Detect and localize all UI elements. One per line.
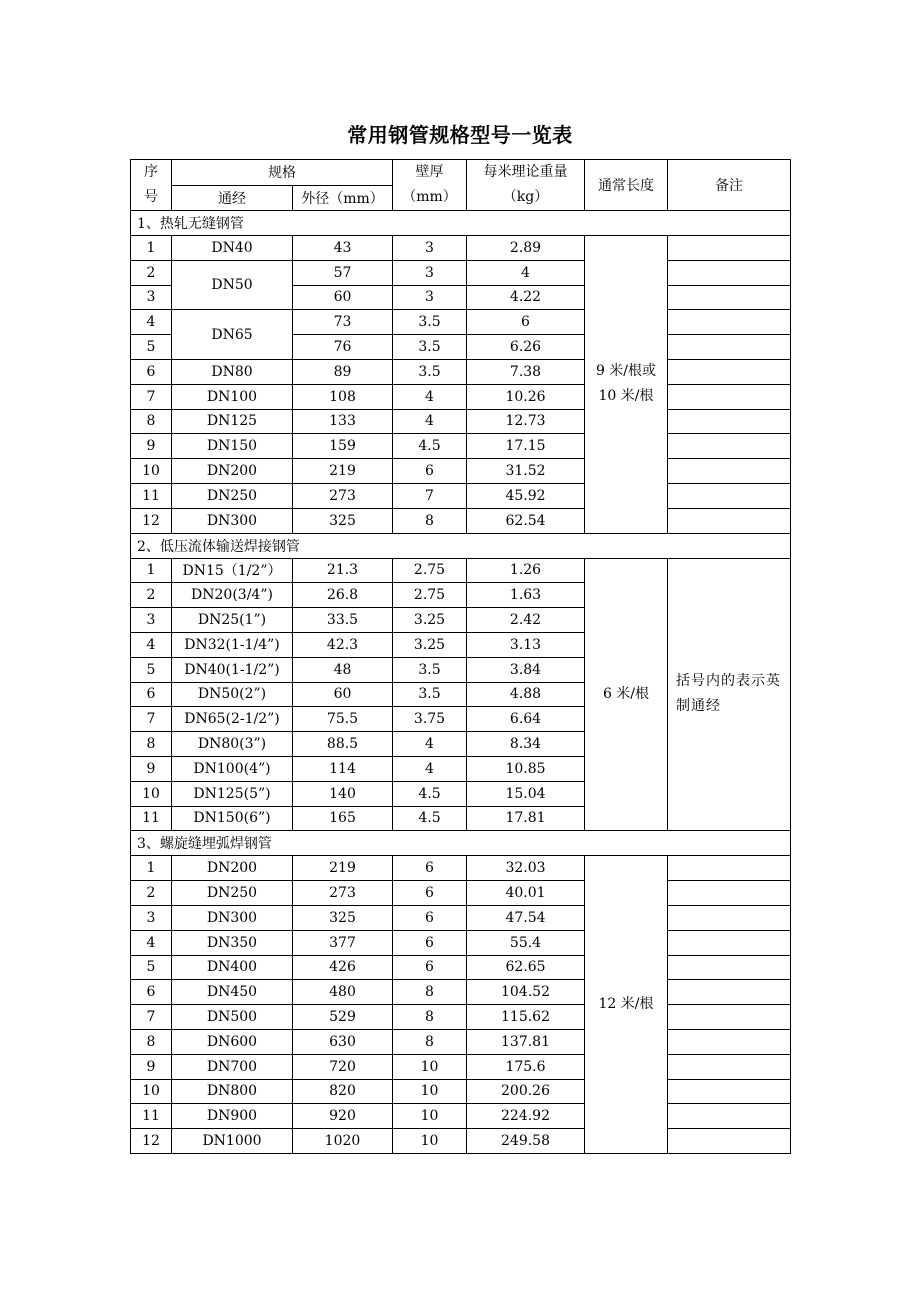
cell-note [668, 1005, 791, 1030]
cell-seq: 7 [131, 707, 172, 732]
cell-od: 920 [293, 1104, 393, 1129]
cell-weight: 15.04 [467, 781, 585, 806]
cell-seq: 9 [131, 756, 172, 781]
cell-weight: 17.81 [467, 806, 585, 831]
cell-note [668, 1079, 791, 1104]
cell-od: 26.8 [293, 583, 393, 608]
cell-wall: 8 [393, 1005, 467, 1030]
cell-od: 165 [293, 806, 393, 831]
table-row [131, 310, 791, 335]
cell-od: 820 [293, 1079, 393, 1104]
cell-dn: DN40 [172, 236, 293, 261]
cell-wall: 8 [393, 508, 467, 533]
cell-od: 76 [293, 335, 393, 360]
table-row [131, 459, 791, 484]
cell-dn: DN50 [172, 260, 293, 310]
cell-weight: 47.54 [467, 905, 585, 930]
cell-dn: DN20(3/4”) [172, 583, 293, 608]
cell-od: 57 [293, 260, 393, 285]
cell-note [668, 508, 791, 533]
table-row [131, 1104, 791, 1129]
cell-weight: 32.03 [467, 856, 585, 881]
cell-seq: 9 [131, 434, 172, 459]
cell-weight: 137.81 [467, 1029, 585, 1054]
cell-od: 60 [293, 285, 393, 310]
cell-od: 88.5 [293, 732, 393, 757]
cell-wall: 6 [393, 881, 467, 906]
table-row [131, 1079, 791, 1104]
cell-wall: 2.75 [393, 583, 467, 608]
cell-weight: 12.73 [467, 409, 585, 434]
cell-note: 括号内的表示英制通经 [668, 558, 791, 831]
cell-dn: DN450 [172, 980, 293, 1005]
cell-note [668, 459, 791, 484]
cell-dn: DN250 [172, 483, 293, 508]
cell-od: 219 [293, 459, 393, 484]
table-row [131, 980, 791, 1005]
cell-od: 377 [293, 930, 393, 955]
cell-od: 43 [293, 236, 393, 261]
cell-seq: 8 [131, 409, 172, 434]
cell-note [668, 384, 791, 409]
cell-weight: 2.42 [467, 608, 585, 633]
cell-wall: 6 [393, 856, 467, 881]
cell-wall: 4 [393, 732, 467, 757]
length-line: 6 米/根 [602, 685, 650, 702]
table-row [131, 881, 791, 906]
cell-seq: 12 [131, 1129, 172, 1154]
cell-dn: DN32(1-1/4”) [172, 632, 293, 657]
cell-dn: DN150(6”) [172, 806, 293, 831]
cell-wall: 8 [393, 1029, 467, 1054]
cell-wall: 6 [393, 905, 467, 930]
table-row [131, 1029, 791, 1054]
cell-wall: 2.75 [393, 558, 467, 583]
cell-weight: 3.84 [467, 657, 585, 682]
cell-note [668, 930, 791, 955]
cell-seq: 4 [131, 632, 172, 657]
header-weight-line2: （kg） [502, 189, 549, 205]
cell-seq: 6 [131, 359, 172, 384]
cell-length [585, 558, 668, 831]
cell-seq: 6 [131, 980, 172, 1005]
cell-weight: 17.15 [467, 434, 585, 459]
header-wall-line2: （mm） [402, 189, 457, 205]
cell-weight: 6.64 [467, 707, 585, 732]
cell-seq: 2 [131, 260, 172, 285]
cell-wall: 3.5 [393, 335, 467, 360]
table-row [131, 409, 791, 434]
cell-note [668, 881, 791, 906]
cell-dn: DN65(2-1/2”) [172, 707, 293, 732]
cell-note [668, 335, 791, 360]
cell-weight: 249.58 [467, 1129, 585, 1154]
cell-od: 108 [293, 384, 393, 409]
cell-note [668, 1129, 791, 1154]
cell-od: 73 [293, 310, 393, 335]
cell-weight: 62.65 [467, 955, 585, 980]
cell-wall: 6 [393, 930, 467, 955]
cell-seq: 3 [131, 608, 172, 633]
cell-wall: 10 [393, 1054, 467, 1079]
cell-od: 114 [293, 756, 393, 781]
cell-od: 89 [293, 359, 393, 384]
header-row-1 [131, 160, 791, 186]
table-row [131, 930, 791, 955]
cell-od: 48 [293, 657, 393, 682]
cell-wall: 4.5 [393, 806, 467, 831]
cell-seq: 3 [131, 285, 172, 310]
cell-od: 133 [293, 409, 393, 434]
section-title: 1、热轧无缝钢管 [131, 211, 791, 236]
cell-note [668, 1104, 791, 1129]
cell-note [668, 236, 791, 261]
cell-weight: 1.26 [467, 558, 585, 583]
cell-wall: 3.25 [393, 608, 467, 633]
cell-seq: 1 [131, 856, 172, 881]
header-seq-line1: 序 [144, 164, 158, 180]
table-row [131, 508, 791, 533]
cell-wall: 10 [393, 1079, 467, 1104]
cell-dn: DN800 [172, 1079, 293, 1104]
steel-pipe-spec-table [130, 159, 791, 1154]
table-row [131, 558, 791, 583]
section-row [131, 533, 791, 558]
cell-seq: 6 [131, 682, 172, 707]
cell-note [668, 285, 791, 310]
table-row [131, 1005, 791, 1030]
cell-od: 529 [293, 1005, 393, 1030]
cell-od: 60 [293, 682, 393, 707]
header-wall-line1: 壁厚 [415, 164, 444, 180]
cell-wall: 3 [393, 260, 467, 285]
cell-wall: 3.5 [393, 682, 467, 707]
cell-seq: 10 [131, 781, 172, 806]
cell-seq: 11 [131, 1104, 172, 1129]
table-body [131, 160, 791, 1154]
cell-weight: 31.52 [467, 459, 585, 484]
cell-note [668, 1054, 791, 1079]
cell-seq: 10 [131, 459, 172, 484]
cell-note [668, 483, 791, 508]
cell-od: 42.3 [293, 632, 393, 657]
cell-dn: DN700 [172, 1054, 293, 1079]
cell-seq: 4 [131, 310, 172, 335]
cell-wall: 4.5 [393, 781, 467, 806]
cell-od: 75.5 [293, 707, 393, 732]
cell-length [585, 236, 668, 534]
cell-seq: 5 [131, 955, 172, 980]
cell-od: 273 [293, 881, 393, 906]
cell-od: 325 [293, 905, 393, 930]
cell-seq: 4 [131, 930, 172, 955]
cell-weight: 2.89 [467, 236, 585, 261]
cell-wall: 4 [393, 384, 467, 409]
cell-od: 426 [293, 955, 393, 980]
header-seq-line2: 号 [144, 189, 158, 205]
cell-wall: 3.5 [393, 657, 467, 682]
cell-seq: 8 [131, 1029, 172, 1054]
section-title: 3、螺旋缝埋弧焊钢管 [131, 831, 791, 856]
cell-dn: DN80(3”) [172, 732, 293, 757]
cell-weight: 6.26 [467, 335, 585, 360]
header-od: 外径（mm） [293, 185, 393, 211]
cell-wall: 7 [393, 483, 467, 508]
length-line: 9 米/根或 [595, 363, 657, 380]
cell-weight: 3.13 [467, 632, 585, 657]
cell-dn: DN200 [172, 856, 293, 881]
cell-wall: 3.75 [393, 707, 467, 732]
cell-seq: 1 [131, 236, 172, 261]
cell-seq: 12 [131, 508, 172, 533]
table-row [131, 260, 791, 285]
cell-dn: DN25(1”) [172, 608, 293, 633]
table-row [131, 856, 791, 881]
cell-wall: 10 [393, 1129, 467, 1154]
table-row [131, 1129, 791, 1154]
cell-weight: 200.26 [467, 1079, 585, 1104]
cell-dn: DN40(1-1/2”) [172, 657, 293, 682]
cell-wall: 3 [393, 285, 467, 310]
cell-od: 325 [293, 508, 393, 533]
cell-seq: 2 [131, 583, 172, 608]
cell-seq: 8 [131, 732, 172, 757]
header-seq [131, 160, 172, 211]
header-dn: 通经 [172, 185, 293, 211]
cell-note [668, 1029, 791, 1054]
cell-dn: DN80 [172, 359, 293, 384]
table-row [131, 1054, 791, 1079]
cell-seq: 11 [131, 806, 172, 831]
cell-seq: 3 [131, 905, 172, 930]
section-title: 2、低压流体输送焊接钢管 [131, 533, 791, 558]
cell-od: 33.5 [293, 608, 393, 633]
cell-dn: DN100(4”) [172, 756, 293, 781]
cell-dn: DN125 [172, 409, 293, 434]
cell-note [668, 310, 791, 335]
cell-weight: 55.4 [467, 930, 585, 955]
cell-weight: 6 [467, 310, 585, 335]
length-line: 10 米/根 [598, 388, 654, 405]
section-row [131, 831, 791, 856]
cell-note [668, 260, 791, 285]
cell-note [668, 905, 791, 930]
cell-seq: 1 [131, 558, 172, 583]
cell-od: 630 [293, 1029, 393, 1054]
cell-od: 273 [293, 483, 393, 508]
table-row [131, 359, 791, 384]
cell-seq: 5 [131, 657, 172, 682]
cell-wall: 3.5 [393, 310, 467, 335]
cell-seq: 2 [131, 881, 172, 906]
cell-od: 480 [293, 980, 393, 1005]
section-row [131, 211, 791, 236]
cell-od: 720 [293, 1054, 393, 1079]
header-weight [467, 160, 585, 211]
cell-od: 219 [293, 856, 393, 881]
cell-weight: 115.62 [467, 1005, 585, 1030]
cell-dn: DN100 [172, 384, 293, 409]
cell-length [585, 856, 668, 1154]
cell-note [668, 434, 791, 459]
cell-weight: 104.52 [467, 980, 585, 1005]
cell-seq: 10 [131, 1079, 172, 1104]
cell-dn: DN300 [172, 508, 293, 533]
document-title: 常用钢管规格型号一览表 [347, 123, 573, 147]
cell-wall: 3 [393, 236, 467, 261]
cell-weight: 8.34 [467, 732, 585, 757]
cell-dn: DN150 [172, 434, 293, 459]
cell-dn: DN900 [172, 1104, 293, 1129]
cell-dn: DN1000 [172, 1129, 293, 1154]
cell-dn: DN125(5”) [172, 781, 293, 806]
cell-od: 159 [293, 434, 393, 459]
cell-weight: 1.63 [467, 583, 585, 608]
header-weight-line1: 每米理论重量 [483, 164, 568, 180]
cell-dn: DN15（1/2”） [172, 558, 293, 583]
cell-weight: 175.6 [467, 1054, 585, 1079]
cell-dn: DN65 [172, 310, 293, 360]
cell-weight: 10.26 [467, 384, 585, 409]
header-wall [393, 160, 467, 211]
cell-wall: 4.5 [393, 434, 467, 459]
cell-weight: 10.85 [467, 756, 585, 781]
cell-od: 21.3 [293, 558, 393, 583]
table-row [131, 483, 791, 508]
cell-wall: 6 [393, 459, 467, 484]
cell-dn: DN350 [172, 930, 293, 955]
cell-dn: DN500 [172, 1005, 293, 1030]
header-spec: 规格 [172, 160, 393, 186]
header-note: 备注 [668, 160, 791, 211]
cell-seq: 7 [131, 384, 172, 409]
cell-seq: 7 [131, 1005, 172, 1030]
cell-weight: 4 [467, 260, 585, 285]
cell-wall: 4 [393, 409, 467, 434]
cell-weight: 62.54 [467, 508, 585, 533]
cell-od: 1020 [293, 1129, 393, 1154]
cell-weight: 4.88 [467, 682, 585, 707]
cell-weight: 45.92 [467, 483, 585, 508]
cell-dn: DN300 [172, 905, 293, 930]
cell-note [668, 359, 791, 384]
cell-note [668, 409, 791, 434]
table-row [131, 434, 791, 459]
cell-dn: DN200 [172, 459, 293, 484]
table-row [131, 236, 791, 261]
length-line: 12 米/根 [598, 996, 654, 1013]
cell-wall: 3.25 [393, 632, 467, 657]
cell-dn: DN400 [172, 955, 293, 980]
cell-seq: 11 [131, 483, 172, 508]
cell-seq: 5 [131, 335, 172, 360]
table-row [131, 905, 791, 930]
cell-dn: DN250 [172, 881, 293, 906]
cell-wall: 8 [393, 980, 467, 1005]
cell-weight: 7.38 [467, 359, 585, 384]
cell-dn: DN600 [172, 1029, 293, 1054]
table-row [131, 955, 791, 980]
cell-dn: DN50(2”) [172, 682, 293, 707]
cell-weight: 40.01 [467, 881, 585, 906]
cell-note [668, 955, 791, 980]
cell-wall: 3.5 [393, 359, 467, 384]
cell-seq: 9 [131, 1054, 172, 1079]
cell-od: 140 [293, 781, 393, 806]
cell-note [668, 856, 791, 881]
cell-wall: 4 [393, 756, 467, 781]
cell-wall: 10 [393, 1104, 467, 1129]
header-length: 通常长度 [585, 160, 668, 211]
cell-wall: 6 [393, 955, 467, 980]
cell-note [668, 980, 791, 1005]
table-row [131, 384, 791, 409]
cell-weight: 224.92 [467, 1104, 585, 1129]
cell-weight: 4.22 [467, 285, 585, 310]
